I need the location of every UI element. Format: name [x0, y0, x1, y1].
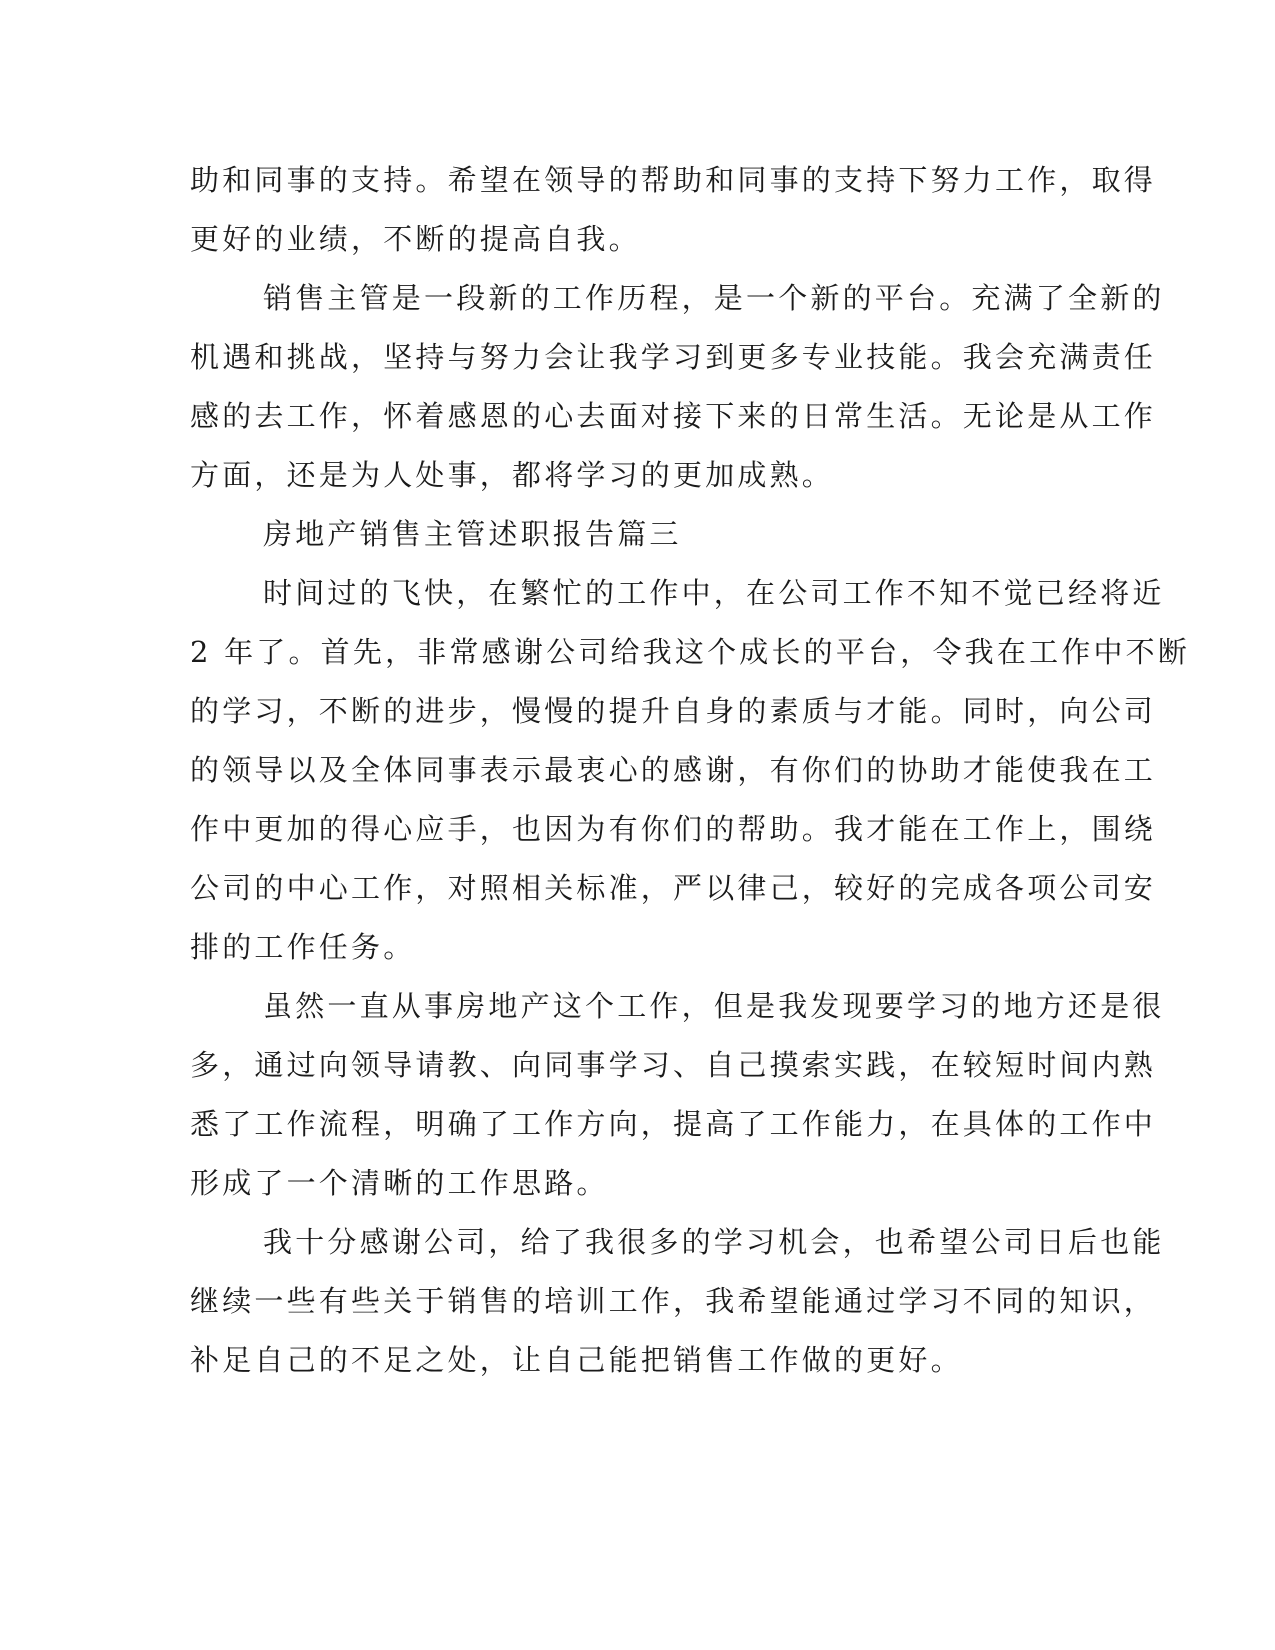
paragraph-line: 销售主管是一段新的工作历程，是一个新的平台。充满了全新的: [263, 281, 1165, 315]
section-heading: 房地产销售主管述职报告篇三: [263, 517, 682, 551]
paragraph-line: 的学习，不断的进步，慢慢的提升自身的素质与才能。同时，向公司: [190, 694, 1157, 728]
paragraph-line: 我十分感谢公司，给了我很多的学习机会，也希望公司日后也能: [263, 1225, 1165, 1259]
paragraph-line: 感的去工作，怀着感恩的心去面对接下来的日常生活。无论是从工作: [190, 399, 1157, 433]
paragraph-line: 虽然一直从事房地产这个工作，但是我发现要学习的地方还是很: [263, 989, 1165, 1023]
paragraph-line: 方面，还是为人处事，都将学习的更加成熟。: [190, 458, 835, 492]
paragraph-line: 公司的中心工作，对照相关标准，严以律己，较好的完成各项公司安: [190, 871, 1157, 905]
paragraph-line: 的领导以及全体同事表示最衷心的感谢，有你们的协助才能使我在工: [190, 753, 1157, 787]
paragraph-line: 时间过的飞快，在繁忙的工作中，在公司工作不知不觉已经将近: [263, 576, 1165, 610]
paragraph-line: 作中更加的得心应手，也因为有你们的帮助。我才能在工作上，围绕: [190, 812, 1157, 846]
paragraph-line: 多，通过向领导请教、向同事学习、自己摸索实践，在较短时间内熟: [190, 1048, 1157, 1082]
paragraph-line: 排的工作任务。: [190, 930, 416, 964]
paragraph-line: 悉了工作流程，明确了工作方向，提高了工作能力，在具体的工作中: [190, 1107, 1157, 1141]
paragraph-line: 机遇和挑战，坚持与努力会让我学习到更多专业技能。我会充满责任: [190, 340, 1157, 374]
paragraph-line: 助和同事的支持。希望在领导的帮助和同事的支持下努力工作，取得: [190, 163, 1157, 197]
paragraph-line: 更好的业绩，不断的提高自我。: [190, 222, 641, 256]
paragraph-line: 继续一些有些关于销售的培训工作，我希望能通过学习不同的知识，: [190, 1284, 1157, 1318]
paragraph-line: 补足自己的不足之处，让自己能把销售工作做的更好。: [190, 1343, 963, 1377]
paragraph-line: 2 年了。首先，非常感谢公司给我这个成长的平台，令我在工作中不断: [190, 635, 1191, 669]
paragraph-line: 形成了一个清晰的工作思路。: [190, 1166, 609, 1200]
